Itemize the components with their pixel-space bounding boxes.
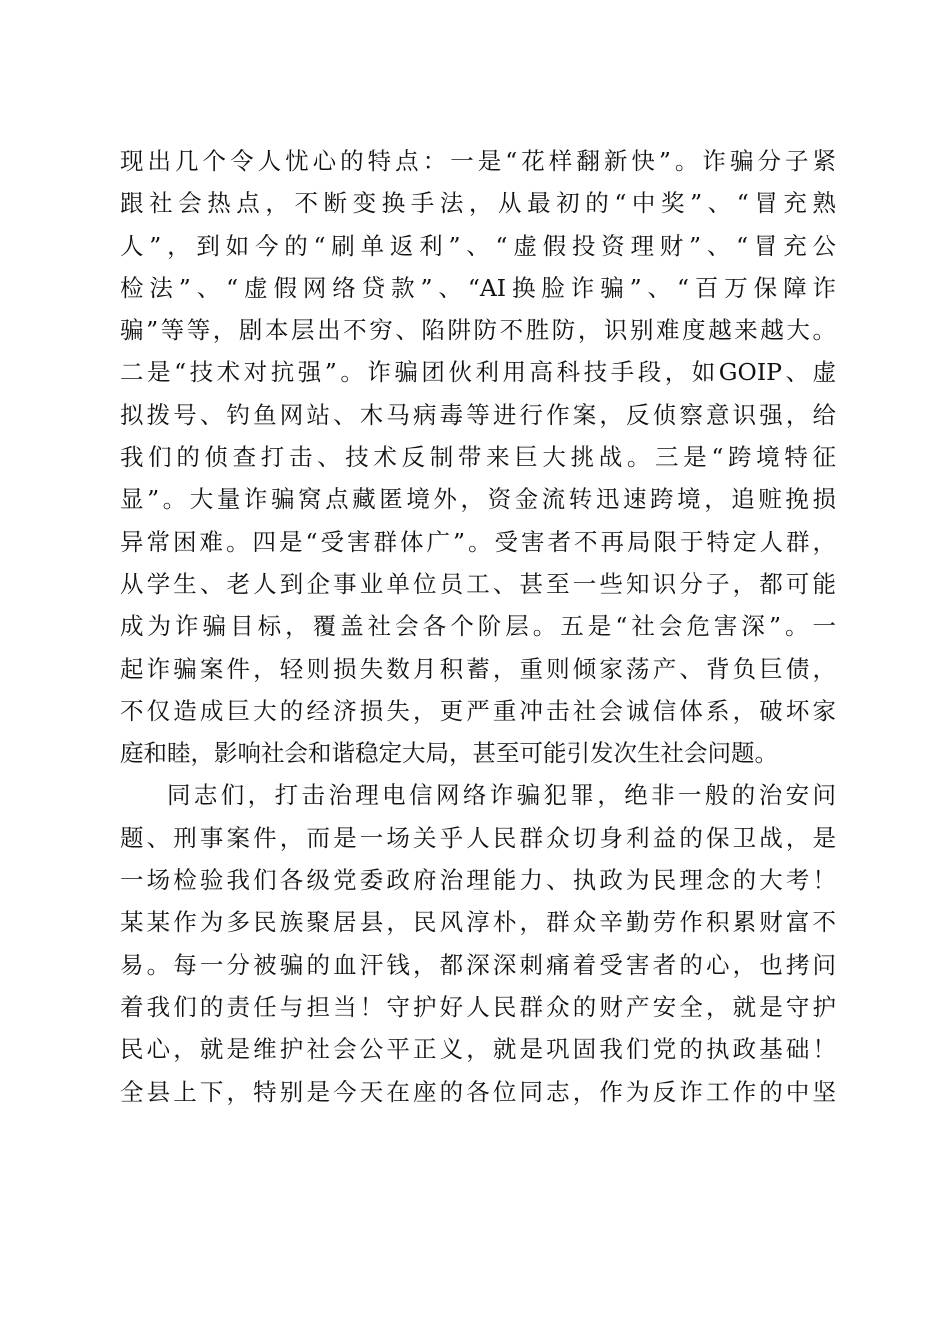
- text-line: 二是“技术对抗强”。诈骗团伙利用高科技手段，如GOIP、虚: [120, 358, 836, 387]
- text-line: 民心，就是维护社会公平正义，就是巩固我们党的执政基础！: [120, 1035, 836, 1064]
- text-line: 成为诈骗目标，覆盖社会各个阶层。五是“社会危害深”。一: [120, 612, 836, 641]
- text-line: 异常困难。四是“受害群体广”。受害者不再局限于特定人群，: [120, 527, 836, 556]
- text-line: 易。每一分被骗的血汗钱，都深深刺痛着受害者的心，也拷问: [120, 950, 836, 979]
- text-line: 人”，到如今的“刷单返利”、“虚假投资理财”、“冒充公: [120, 231, 836, 260]
- body-text: [120, 140, 836, 1113]
- text-line: 全县上下，特别是今天在座的各位同志，作为反诈工作的中坚: [120, 1077, 836, 1106]
- text-line: 拟拨号、钓鱼网站、木马病毒等进行作案，反侦察意识强，给: [120, 400, 836, 429]
- text-line: 一场检验我们各级党委政府治理能力、执政为民理念的大考！: [120, 866, 836, 895]
- text-line: 检法”、“虚假网络贷款”、“AI换脸诈骗”、“百万保障诈: [120, 273, 836, 302]
- text-line: 从学生、老人到企事业单位员工、甚至一些知识分子，都可能: [120, 569, 836, 598]
- paragraph-start-line: 同志们，打击治理电信网络诈骗犯罪，绝非一般的治安问: [167, 781, 836, 810]
- text-line: 显”。大量诈骗窝点藏匿境外，资金流转迅速跨境，追赃挽损: [120, 485, 836, 514]
- text-line: 现出几个令人忧心的特点：一是“花样翻新快”。诈骗分子紧: [120, 147, 836, 175]
- text-line: 某某作为多民族聚居县，民风淳朴，群众辛勤劳作积累财富不: [120, 908, 836, 937]
- text-line: 跟社会热点，不断变换手法，从最初的“中奖”、“冒充熟: [120, 189, 836, 218]
- text-line: 我们的侦查打击、技术反制带来巨大挑战。三是“跨境特征: [120, 443, 836, 472]
- text-line: 着我们的责任与担当！守护好人民群众的财产安全，就是守护: [120, 992, 836, 1021]
- text-line: 骗”等等，剧本层出不穷、陷阱防不胜防，识别难度越来越大。: [120, 316, 836, 345]
- text-line: 不仅造成巨大的经济损失，更严重冲击社会诚信体系，破坏家: [120, 696, 836, 725]
- paragraph-end-line: 庭和睦，影响社会和谐稳定大局，甚至可能引发次生社会问题。: [120, 739, 778, 768]
- text-line: 起诈骗案件，轻则损失数月积蓄，重则倾家荡产、背负巨债，: [120, 654, 836, 683]
- text-line: 题、刑事案件，而是一场关乎人民群众切身利益的保卫战，是: [120, 823, 836, 852]
